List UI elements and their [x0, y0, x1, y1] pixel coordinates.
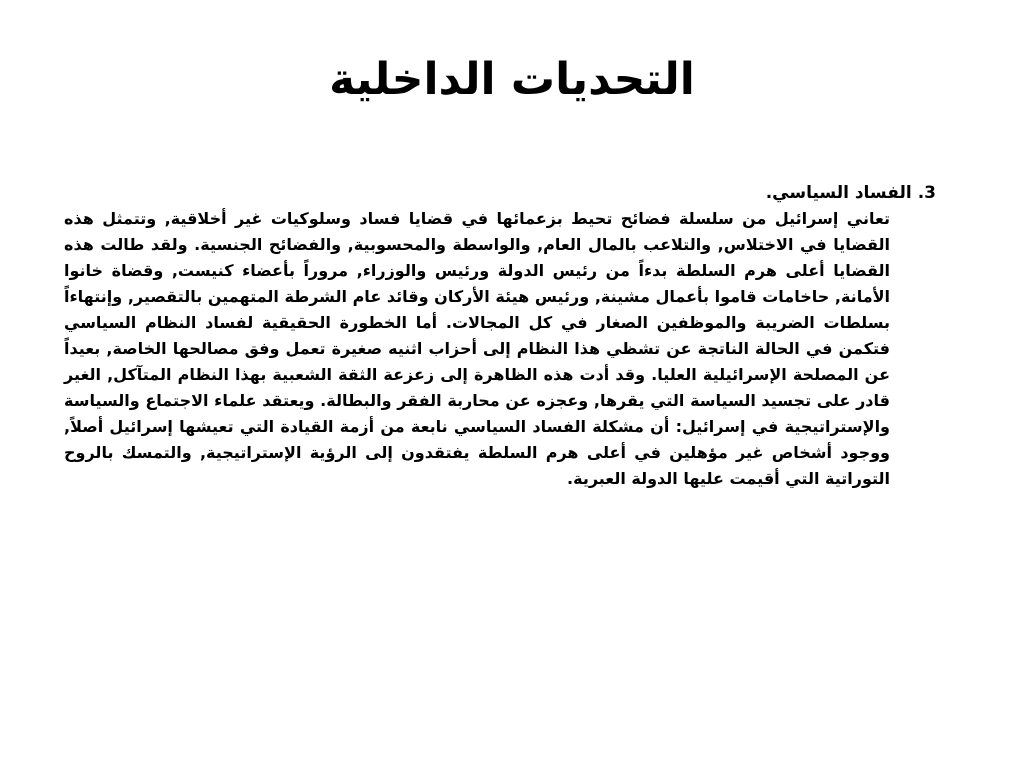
item-heading-line	[64, 180, 936, 206]
item-body-paragraph: تعاني إسرائيل من سلسلة فضائح تحيط بزعمائها في قضايا فساد وسلوكيات غير أخلاقية, وتتمثل هذه القضايا في الاختلاس, والتلاعب بالمال العام, والواسطة والمحسوبية, والفضائح الجنسية. ولقد طالت هذه القضايا أعلى هرم السلطة بدءاً من رئيس الدولة ورئيس والوزراء, مروراً بأعضاء كنيست, وقضاة خانوا الأمانة, حاخامات قاموا بأعمال مشينة, ورئيس هيئة الأركان وقائد عام الشرطة المتهمين بالتقصير, وإنتهاءاً بسلطات الضريبة والموظفين الصغار في كل المجالات. أما الخطورة الحقيقية لفساد النظام السياسي فتكمن في الحالة الناتجة عن تشظي هذا النظام إلى أحزاب اثنيه صغيرة تعمل وفق مصالحها الخاصة, بعيداً عن المصلحة الإسرائيلية العليا. وقد أدت هذه الظاهرة إلى زعزعة الثقة الشعبية بهذا النظام المتآكل, الغير قادر على تجسيد السياسة التي يقرها, وعجزه عن محاربة الفقر والبطالة. ويعتقد علماء الاجتماع والسياسة والإستراتيجية في إسرائيل: أن مشكلة الفساد السياسي نابعة من أزمة القيادة التي تعيشها إسرائيل أصلاً, ووجود أشخاص غير مؤهلين في أعلى هرم السلطة يفتقدون إلى الرؤية الإستراتيجية, والتمسك بالروح التوراتية التي أقيمت عليها الدولة العبرية.	[64, 209, 890, 488]
slide-title: التحديات الداخلية	[329, 54, 695, 105]
item-heading: الفساد السياسي.	[765, 183, 912, 203]
item-number: 3.	[917, 183, 936, 203]
slide-content	[64, 180, 936, 492]
